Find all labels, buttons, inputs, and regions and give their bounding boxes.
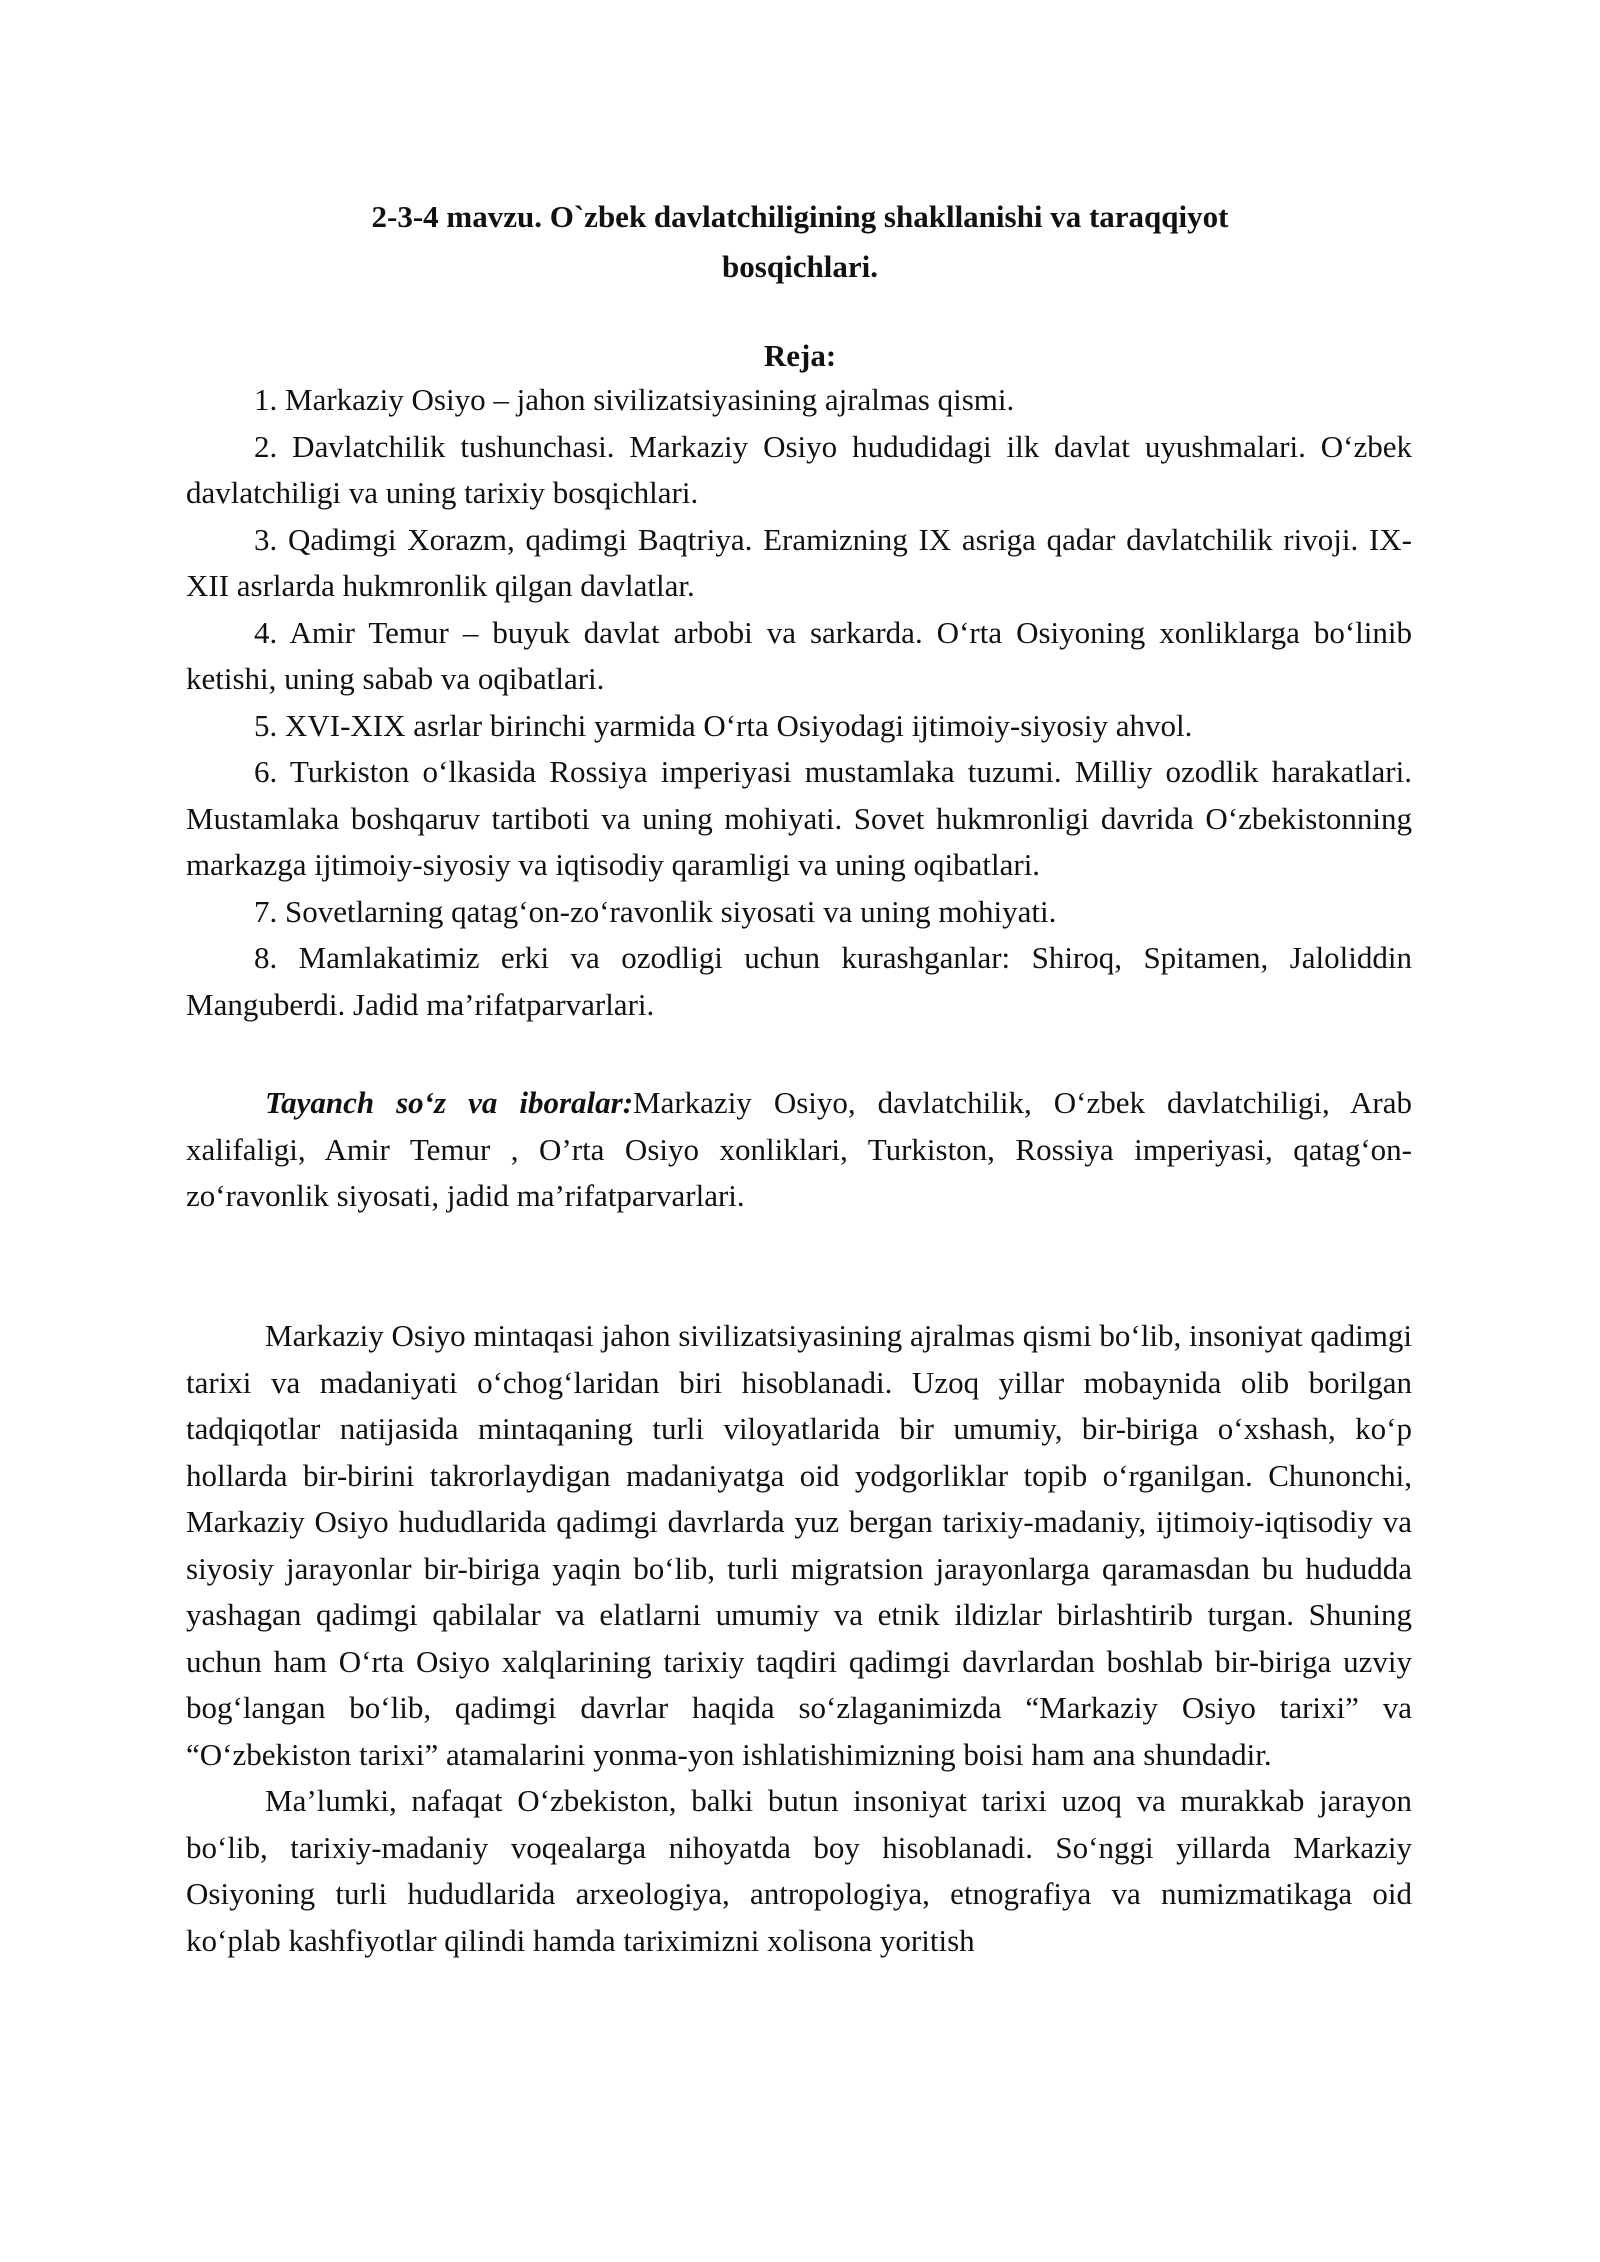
body-paragraph: Markaziy Osiyo mintaqasi jahon sivilizatsiyasining ajralmas qismi bo‘lib, insoniyat qadimgi tarixi va madaniyati o‘chog‘laridan biri hisoblanadi. Uzoq yillar mobaynida olib borilgan tadqiqotlar natijasida mintaqaning turli viloyatlarida bir umumiy, bir-biriga o‘xshash, ko‘p hollarda bir-birini takrorlaydigan madaniyatga oid yodgorliklar topib o‘rganilgan. Chunonchi, Markaziy Osiyo hududlarida qadimgi davrlarda yuz bergan tarixiy-madaniy, ijtimoiy-iqtisodiy va siyosiy jarayonlar bir-biriga yaqin bo‘lib, turli migratsion jarayonlarga qaramasdan bu hududda yashagan qadimgi qabilalar va elatlarni umumiy va etnik ildizlar birlashtirib turgan. Shuning uchun ham O‘rta Osiyo xalqlarining tarixiy taqdiri qadimgi davrlardan boshlab bir-biriga uzviy bog‘langan bo‘lib, qadimgi davrlar haqida so‘zlaganimizda “Markaziy Osiyo tarixi” va “O‘zbekiston tarixi” atamalarini yonma-yon ishlatishimizning boisi ham ana shundadir. xyxy=(186,1318,1412,1772)
plan-item: 2. Davlatchilik tushunchasi. Markaziy Osiyo hududidagi ilk davlat uyushmalari. O‘zbek davlatchiligi va uning tarixiy bosqichlari. xyxy=(186,428,1412,510)
title-line-2: bosqichlari. xyxy=(722,249,878,284)
plan-list xyxy=(186,377,1412,1028)
plan-item: 3. Qadimgi Xorazm, qadimgi Baqtriya. Eramizning IX asriga qadar davlatchilik rivoji. IX-XII asrlarda hukmronlik qilgan davlatlar. xyxy=(186,521,1412,603)
plan-item: 1. Markaziy Osiyo – jahon sivilizatsiyasining ajralmas qismi. xyxy=(254,382,1015,417)
keywords-label: Tayanch so‘z va iboralar: xyxy=(265,1085,634,1120)
document-title xyxy=(190,192,1410,292)
plan-item: 7. Sovetlarning qatag‘on-zo‘ravonlik siyosati va uning mohiyati. xyxy=(254,893,1057,929)
body-paragraph: Ma’lumki, nafaqat O‘zbekiston, balki butun insoniyat tarixi uzoq va murakkab jarayon bo‘lib, tarixiy-madaniy voqealarga nihoyatda boy hisoblanadi. So‘nggi yillarda Markaziy Osiyoning turli hududlarida arxeologiya, antropologiya, etnografiya va numizmatikaga oid ko‘plab kashfiyotlar qilindi hamda tariximizni xolisona yoritish xyxy=(186,1783,1412,1958)
body-text xyxy=(186,1313,1412,1964)
plan-item: 6. Turkiston o‘lkasida Rossiya imperiyasi mustamlaka tuzumi. Milliy ozodlik harakatlari. Mustamlaka boshqaruv tartiboti va uning mohiyati. Sovet hukmronligi davrida O‘zbekistonning markazga ijtimoiy-siyosiy va iqtisodiy qaramligi va uning oqibatlari. xyxy=(186,754,1412,882)
plan-heading: Reja: xyxy=(763,338,837,373)
plan-item: 5. XVI-XIX asrlar birinchi yarmida O‘rta Osiyodagi ijtimoiy-siyosiy ahvol. xyxy=(254,707,1193,743)
keywords-paragraph xyxy=(186,1080,1412,1220)
plan-item: 4. Amir Temur – buyuk davlat arbobi va sarkarda. O‘rta Osiyoning xonliklarga bo‘linib ketishi, uning sabab va oqibatlari. xyxy=(186,614,1412,696)
plan-item: 8. Mamlakatimiz erki va ozodligi uchun kurashganlar: Shiroq, Spitamen, Jaloliddin Manguberdi. Jadid ma’rifatparvarlari. xyxy=(186,940,1412,1022)
keywords-section xyxy=(186,1080,1412,1220)
keywords-text: Markaziy Osiyo, davlatchilik, O‘zbek davlatchiligi, Arab xalifaligi, Amir Temur , O’rta Osiyo xonliklari, Turkiston, Rossiya imperiyasi, qatag‘on-zo‘ravonlik siyosati, jadid ma’rifatparvarlari. xyxy=(186,1085,1412,1213)
title-line-1: 2-3-4 mavzu. O`zbek davlatchiligining shakllanishi va taraqqiyot xyxy=(371,199,1229,234)
